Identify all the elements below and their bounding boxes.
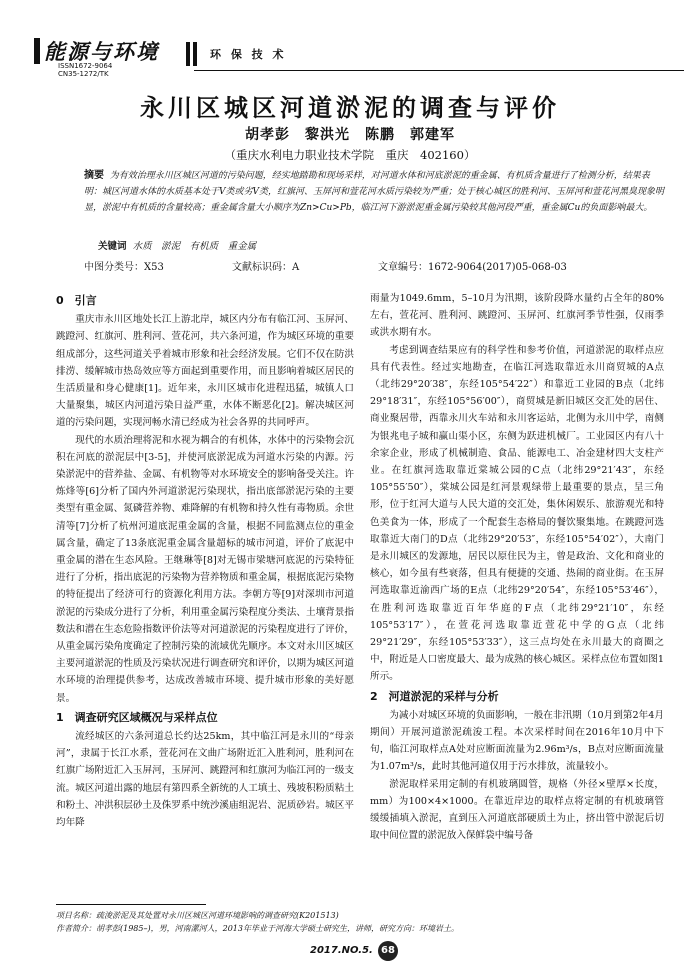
- journal-header: [34, 36, 674, 80]
- paper-title: 永川区城区河道淤泥的调查与评价: [140, 94, 560, 122]
- paper-authors: 胡孝彭 黎洪光 陈鹏 郭建军: [245, 127, 455, 143]
- abstract-label: 摘要: [84, 170, 104, 181]
- paragraph: 重庆市永川区地处长江上游北岸，城区内分布有临江河、玉屏河、跳蹬河、红旗河、胜利河、萱花河，共六条河道，作为城区环境的重要组成部分，这些河道关乎着城市形象和社会经济发展。它们不仅在防洪排涝、缓解城市热岛效应等方面起到重要作用，而且影响着城区居民的生活质量和身心健康[1]。近年来，永川区城市化进程迅猛，城镇人口大量聚集，城区内河道污染日益严重，水体不断恶化[2]。解决城区河道的污染问题，实现河畅水清已经成为社会各界的共同呼声。: [56, 314, 354, 429]
- paragraph: 为减小对城区环境的负面影响，一般在非汛期（10月到第2年4月期间）开展河道淤泥疏浚工程。本次采样时间在2016年10月中下旬，临江河取样点A处对应断面流量为2.96m³/s，B点对应断面流量为1.07m³/s，此时其他河道仅用于污水排放，流量较小。: [370, 709, 664, 773]
- document-code: 文献标识码：A: [232, 262, 300, 273]
- keywords-text: 水质 淤泥 有机质 重金属: [132, 241, 257, 252]
- paragraph: 流经城区的六条河道总长约达25km，其中临江河是永川的“母亲河”，隶属于长江水系，萱花河在文曲广场附近汇入胜利河，胜利河在红旗广场附近汇入玉屏河，玉屏河、跳蹬河和红旗河为临江河的一级支流。城区河道出露的地层有第四系全新统的人工填土、残坡积粉质粘土和粉土、冲洪积层砂土及侏罗系中统沙溪庙组泥岩、泥质砂岩。城区平均年降: [56, 731, 354, 829]
- issn-number: ISSN1672-9064: [58, 62, 113, 70]
- right-column: [370, 290, 664, 845]
- journal-logo-bar: [34, 38, 40, 64]
- keywords-label: 关键词: [98, 241, 127, 252]
- left-column: [56, 290, 354, 831]
- journal-issn: [58, 62, 112, 78]
- section-heading: 2 河道淤泥的采样与分析: [370, 689, 499, 703]
- paragraph: 雨量为1049.6mm，5–10月为汛期，该阶段降水量约占全年的80%左右，萱花河、胜利河、跳蹬河、玉屏河、红旗河季节性强，仅雨季或洪水期有水。: [370, 293, 664, 339]
- cn-number: CN35-1272/TK: [58, 70, 109, 78]
- clc-number: 中图分类号：X53: [84, 262, 164, 273]
- footnote-rule: [56, 904, 206, 905]
- paragraph: 淤泥取样采用定制的有机玻璃圆管，规格（外径×壁厚×长度，mm）为100×4×1000。在靠近岸边的取样点将定制的有机玻璃管缓缓插填入淤泥，直到压入河道底部硬质土为止，挤出管中淤泥后切取中间位置的淤泥放入保鲜袋中编号备: [370, 778, 664, 842]
- keywords: [98, 238, 256, 252]
- section-tag: 环 保 技 术: [210, 48, 287, 61]
- journal-logo: 能源与环境: [44, 39, 159, 64]
- paragraph: 考虑到调查结果应有的科学性和参考价值，河道淤泥的取样点应具有代表性。经过实地勘查，在临江河选取靠近永川商贸城的A点（北纬29°20′38″，东经105°54′22″）和靠近工业园的B点（北纬29°18′31″，东经105°56′00″），商贸城是新旧城区交汇处的居住、商业聚居带，西靠永川火车站和永川客运站，北侧为永川中学，南侧为银兆电子城和赢山渠小区，东侧为跃进机械厂。工业园区内有八十余家企业，形成了机械制造、食品、能源电工、冶金建材四大支柱产业。在红旗河选取靠近棠城公园的C点（北纬29°21′43″，东经105°55′50″），棠城公园是红河景观绿带上最重要的景点，呈三角形，位于红河大道与人民大道的交汇处，集休闲娱乐、旅游观光和特色美食为一体，形成了一个配套生态格局的餐饮聚集地。在跳蹬河选取靠近大南门的D点（北纬29°20′53″，东经105°54′02″），大南门是永川城区的发源地，居民以原住民为主，曾是政治、文化和商业的核心，如今虽有些衰落，但具有便捷的交通、热闹的商业街。在玉屏河选取靠近渝西广场的E点（北纬29°20′54″，东经105°53′46″），在胜利河选取靠近百年华庭的F点（北纬29°21′10″，东经105°53′17″），在萱花河选取靠近萱花中学的G点（北纬29°21′29″，东经105°53′33″），这三点均处在永川最大的商圈之中，附近是人口密度最大、最为成熟的核心城区。采样点位布置如图1所示。: [370, 344, 664, 683]
- abstract-text: 为有效治理永川区城区河道的污染问题，经实地踏勘和现场采样，对河道水体和河底淤泥的重金属、有机质含量进行了检测分析，结果表明：城区河道水体的水质基本处于Ⅴ类或劣Ⅴ类，红旗河、玉屏河和萱花河水质污染较为严重；处于核心城区的胜利河、玉屏河和萱花河黑臭现象明显，淤泥中有机质的含量较高；重金属含量大小顺序为Zn>Cu>Pb，临江河下游淤泥重金属污染较其他河段严重，重金属Cu的负面影响最大。: [84, 171, 665, 213]
- issue-label: 2017.NO.5.: [310, 945, 373, 956]
- article-number: 文章编号：1672-9064(2017)05-068-03: [378, 262, 567, 273]
- page-number: 68: [378, 941, 398, 961]
- section-heading: 1 调查研究区域概况与采样点位: [56, 710, 218, 724]
- abstract: [84, 168, 664, 216]
- section-heading: 0 引言: [56, 294, 97, 307]
- header-bars: [186, 42, 200, 70]
- header-rule: [194, 70, 684, 71]
- footnote-author-bio: 作者简介：胡孝彭(1985–)，男，河南漯河人，2013年毕业于河海大学硕士研究生，讲师，研究方向：环境岩土。: [56, 924, 459, 933]
- footnote-fund: 项目名称：疏浚淤泥及其处置对永川区城区河道环境影响的调查研究(K201513): [56, 911, 339, 920]
- paragraph: 现代的水质治理将泥和水视为耦合的有机体，水体中的污染物会沉积在河底的淤泥层中[3-5]，并使河底淤泥成为河道水污染的内源。污染淤泥中的营养盐、金属、有机物等对水环境安全的影响备受关注。许炼烽等[6]分析了国内外河道淤泥污染现状，指出底部淤泥污染的主要类型有重金属、氮磷营养物、难降解的有机物和持久性有毒物质。余世清等[7]分析了杭州河道底泥重金属的含量，根据不同监测点位的重金属含量，确定了13条底泥重金属含量超标的城市河道，评价了底泥中重金属的潜在生态风险。王继琳等[8]对无锡市梁塘河底泥的污染特征进行了分析，指出底泥的污染物为营养物质和重金属，根据底泥污染物的特征提出了经济可行的资源化利用方法。李朝方等[9]对深圳市河道淤泥的污染成分进行了分析，利用重金属污染程度分类法、土壤背景指数法和潜在生态危险指数评价法等对河道淤泥的污染程度进行了评价，从重金属污染角度确定了控制污染的流域优先顺序。本文对永川区城区主要河道淤泥的性质及污染状况进行调查研究和评价，以期为城区河道水环境的治理提供参考，达成改善城市环境、提升城市形象的美好愿景。: [56, 434, 354, 704]
- paper-affiliation: （重庆水利电力职业技术学院 重庆 402160）: [224, 148, 476, 162]
